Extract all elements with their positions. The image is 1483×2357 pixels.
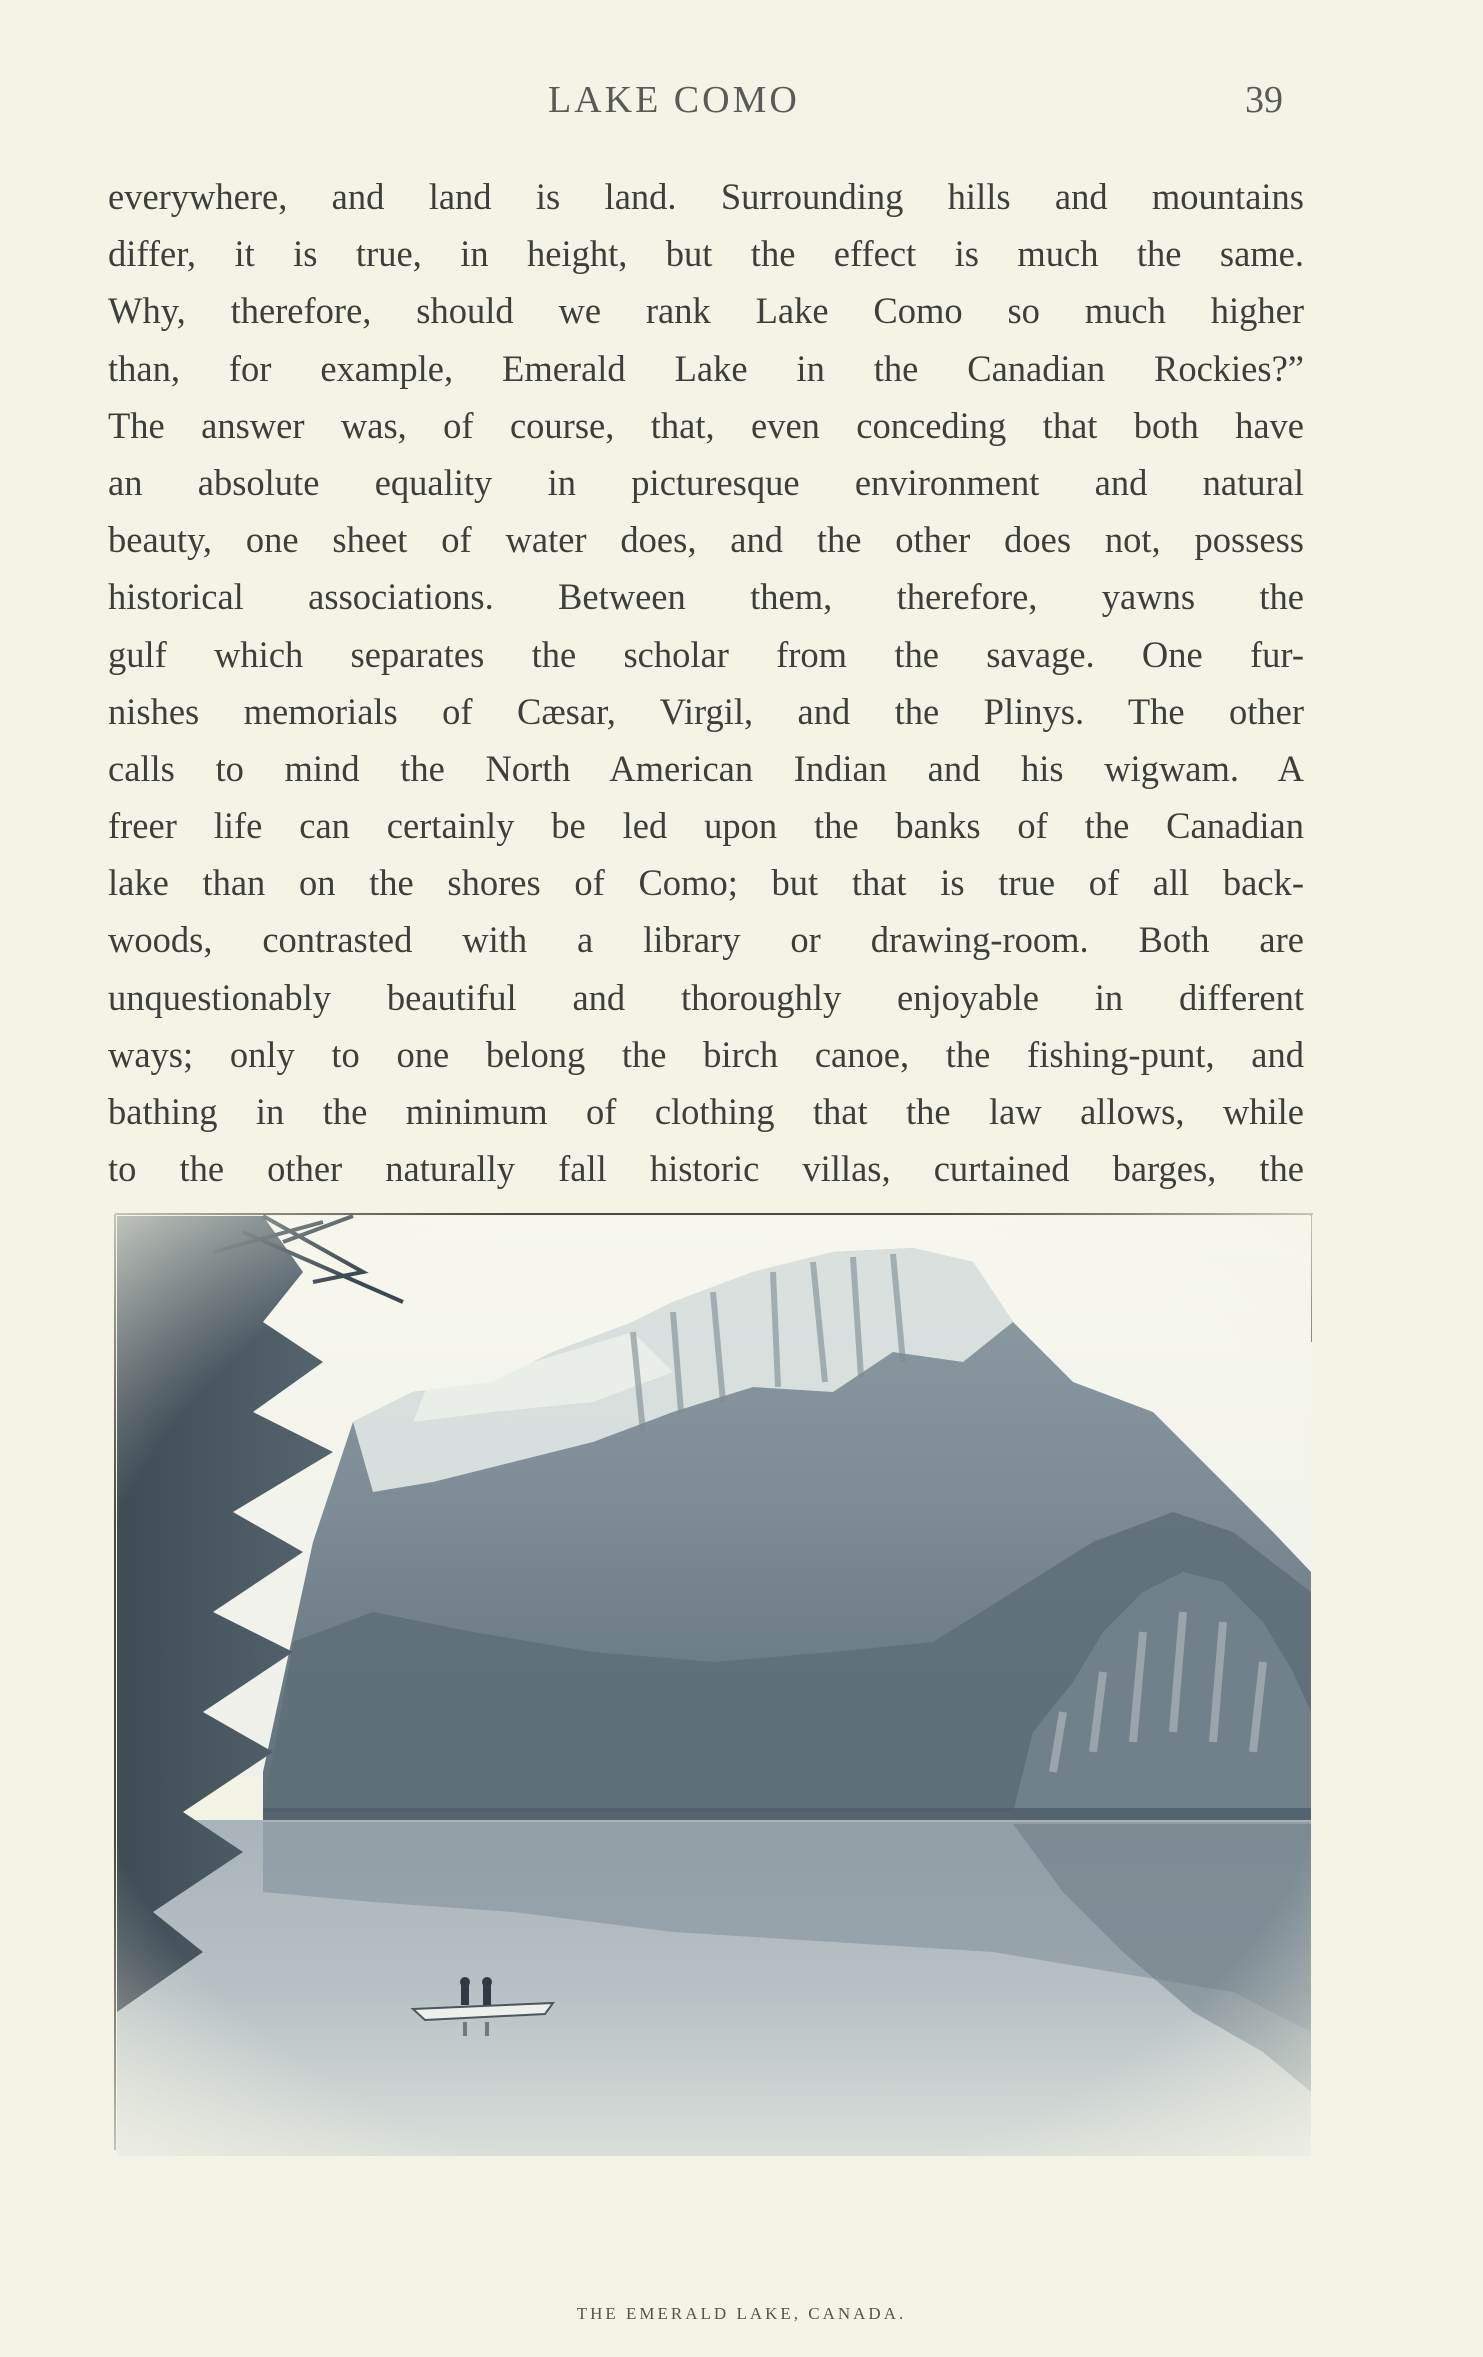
- running-head: [0, 78, 1483, 128]
- text-line: an absolute equality in picturesque environment and natural: [108, 461, 1304, 503]
- photo-plate: [113, 1212, 1313, 2156]
- text-line: The answer was, of course, that, even conceding that both have: [108, 404, 1304, 446]
- text-line: to the other naturally fall historic villas, curtained barges, the: [108, 1148, 1304, 1190]
- vignette: [113, 1212, 1313, 2156]
- text-line: gulf which separates the scholar from the savage. One fur-: [108, 633, 1304, 675]
- body-text: [108, 168, 1304, 1197]
- text-line: everywhere, and land is land. Surrounding hills and mountains: [108, 176, 1304, 217]
- text-line: calls to mind the North American Indian and his wigwam. A: [108, 747, 1304, 789]
- text-line: differ, it is true, in height, but the effect is much the same.: [108, 233, 1304, 275]
- text-line: nishes memorials of Cæsar, Virgil, and the Plinys. The other: [108, 690, 1304, 732]
- text-line: than, for example, Emerald Lake in the Canadian Rockies?”: [108, 347, 1304, 389]
- text-line: beauty, one sheet of water does, and the other does not, possess: [108, 519, 1304, 561]
- plate-caption: THE EMERALD LAKE, CANADA.: [576, 2304, 907, 2323]
- text-line: woods, contrasted with a library or drawing-room. Both are: [108, 919, 1304, 961]
- text-line: historical associations. Between them, therefore, yawns the: [108, 576, 1304, 618]
- text-line: lake than on the shores of Como; but that is true of all back-: [108, 862, 1304, 904]
- page-number: 39: [1245, 79, 1283, 121]
- text-line: unquestionably beautiful and thoroughly enjoyable in different: [108, 976, 1304, 1018]
- text-line: freer life can certainly be led upon the banks of the Canadian: [108, 805, 1304, 847]
- text-line: Why, therefore, should we rank Lake Como so much higher: [108, 290, 1304, 332]
- emerald-lake-photo: [113, 1212, 1313, 2156]
- text-line: bathing in the minimum of clothing that the law allows, while: [108, 1091, 1304, 1132]
- text-line: ways; only to one belong the birch canoe, the fishing-punt, and: [108, 1033, 1304, 1075]
- running-title: LAKE COMO: [548, 79, 800, 121]
